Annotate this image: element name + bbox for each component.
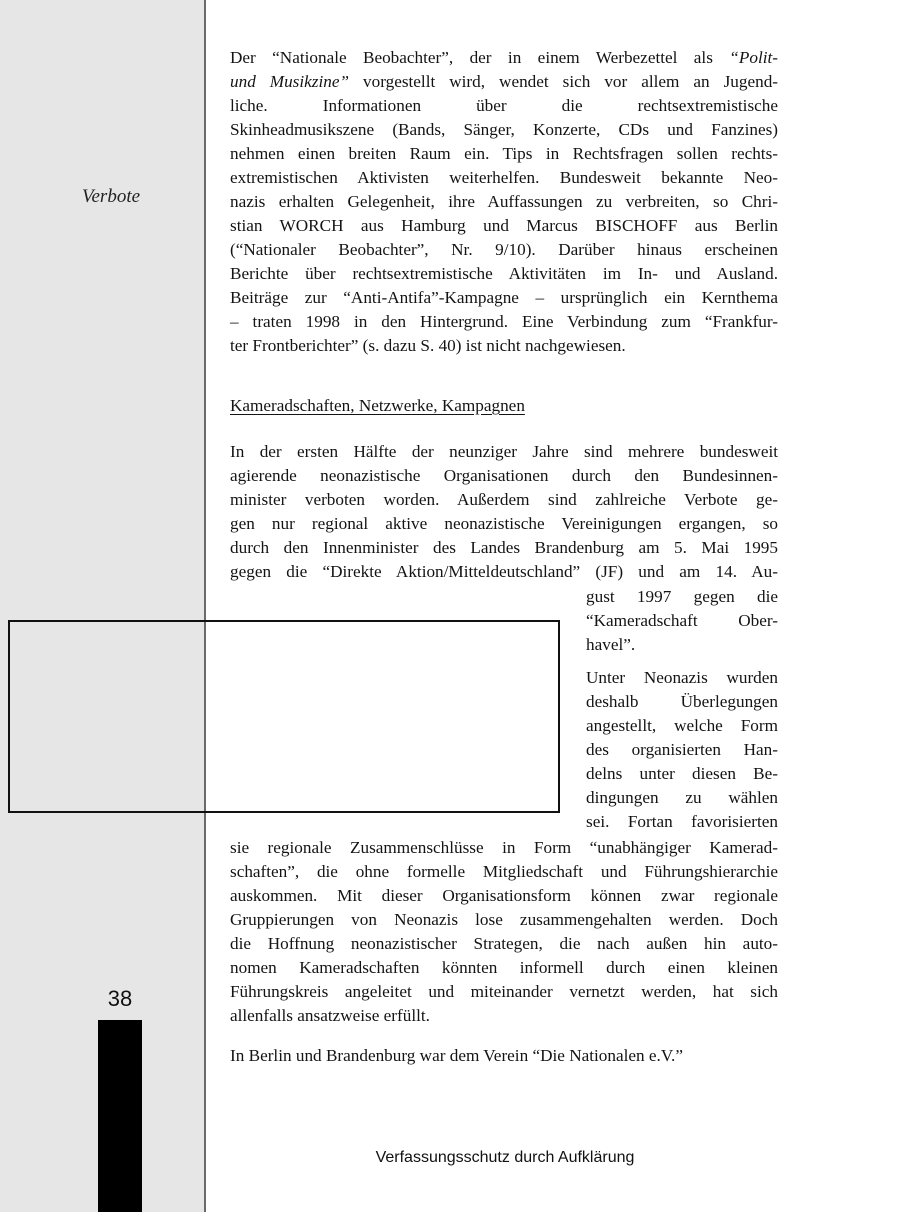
text-line: Der “Nationale Beobachter”, der in einem Werbezettel als “Polit- — [230, 48, 778, 67]
text-line: dingungen zu wählen — [586, 788, 778, 807]
text-line: gen nur regional aktive neonazistische Vereinigungen ergangen, so — [230, 514, 778, 533]
text-line: liche. Informationen über die rechtsextremistische — [230, 96, 778, 115]
text-line: Skinheadmusikszene (Bands, Sänger, Konzerte, CDs und Fanzines) — [230, 120, 778, 139]
paragraph-1 — [230, 46, 778, 358]
text-line: Beiträge zur “Anti-Antifa”-Kampagne – ursprünglich ein Kernthema — [230, 288, 778, 307]
page-footer: Verfassungsschutz durch Aufklärung — [375, 1149, 635, 1166]
text-line: nomen Kameradschaften könnten informell durch einen kleinen — [230, 958, 778, 977]
text-line: gegen die “Direkte Aktion/Mitteldeutschland” (JF) und am 14. Au- — [230, 562, 778, 581]
paragraph-2-continuation — [586, 585, 778, 657]
text-line: havel”. — [586, 635, 636, 654]
text-line: schaften”, die ohne formelle Mitgliedschaft und Führungshierarchie — [230, 862, 778, 881]
text-line: – traten 1998 in den Hintergrund. Eine Verbindung zum “Frankfur- — [230, 312, 778, 331]
text-line: stian WORCH aus Hamburg und Marcus BISCHOFF aus Berlin — [230, 216, 778, 235]
text-line: In Berlin und Brandenburg war dem Verein “Die Nationalen e.V.” — [230, 1046, 683, 1065]
text-line: nazis erhalten Gelegenheit, ihre Auffassungen zu verbreiten, so Chri- — [230, 192, 778, 211]
text-line: minister verboten worden. Außerdem sind zahlreiche Verbote ge- — [230, 490, 778, 509]
text-line: agierende neonazistische Organisationen durch den Bundesinnen- — [230, 466, 778, 485]
paragraph-4 — [230, 1044, 778, 1068]
paragraph-3-narrow — [586, 666, 778, 834]
page-number: 38 — [107, 986, 133, 1011]
text-line: delns unter diesen Be- — [586, 764, 778, 783]
text-line: Gruppierungen von Neonazis lose zusammengehalten werden. Doch — [230, 910, 778, 929]
text-line: auskommen. Mit dieser Organisationsform können zwar regionale — [230, 886, 778, 905]
text-line: In der ersten Hälfte der neunziger Jahre sind mehrere bundesweit — [230, 442, 778, 461]
text-line: Führungskreis angeleitet und miteinander vernetzt werden, hat sich — [230, 982, 778, 1001]
text-line: deshalb Überlegungen — [586, 692, 778, 711]
text-line: die Hoffnung neonazistischer Strategen, die nach außen hin auto- — [230, 934, 778, 953]
text-line: angestellt, welche Form — [586, 716, 778, 735]
paragraph-2 — [230, 440, 778, 584]
page-number-bar — [98, 1020, 142, 1212]
text-line: Unter Neonazis wurden — [586, 668, 778, 687]
text-line: (“Nationaler Beobachter”, Nr. 9/10). Darüber hinaus erscheinen — [230, 240, 778, 259]
text-line: durch den Innenminister des Landes Brandenburg am 5. Mai 1995 — [230, 538, 778, 557]
text-line: Berichte über rechtsextremistische Aktivitäten im In- und Ausland. — [230, 264, 778, 283]
text-line: allenfalls ansatzweise erfüllt. — [230, 1006, 430, 1025]
text-line: “Kameradschaft Ober- — [586, 611, 778, 630]
text-line: des organisierten Han- — [586, 740, 778, 759]
text-line: sei. Fortan favorisierten — [586, 812, 778, 831]
margin-note: Verbote — [82, 186, 141, 207]
text-line: ter Frontberichter” (s. dazu S. 40) ist nicht nachgewiesen. — [230, 336, 626, 355]
text-line: nehmen einen breiten Raum ein. Tips in Rechtsfragen sollen rechts- — [230, 144, 778, 163]
margin-divider-line — [204, 0, 206, 1212]
text-line: gust 1997 gegen die — [586, 587, 778, 606]
paragraph-3 — [230, 836, 778, 1028]
text-line: sie regionale Zusammenschlüsse in Form “unabhängiger Kamerad- — [230, 838, 778, 857]
text-line: und Musikzine” vorgestellt wird, wendet sich vor allem an Jugend- — [230, 72, 779, 91]
text-line: extremistischen Aktivisten weiterhelfen. Bundesweit bekannte Neo- — [230, 168, 778, 187]
section-heading: Kameradschaften, Netzwerke, Kampagnen — [230, 396, 525, 415]
empty-frame-box — [8, 620, 560, 813]
